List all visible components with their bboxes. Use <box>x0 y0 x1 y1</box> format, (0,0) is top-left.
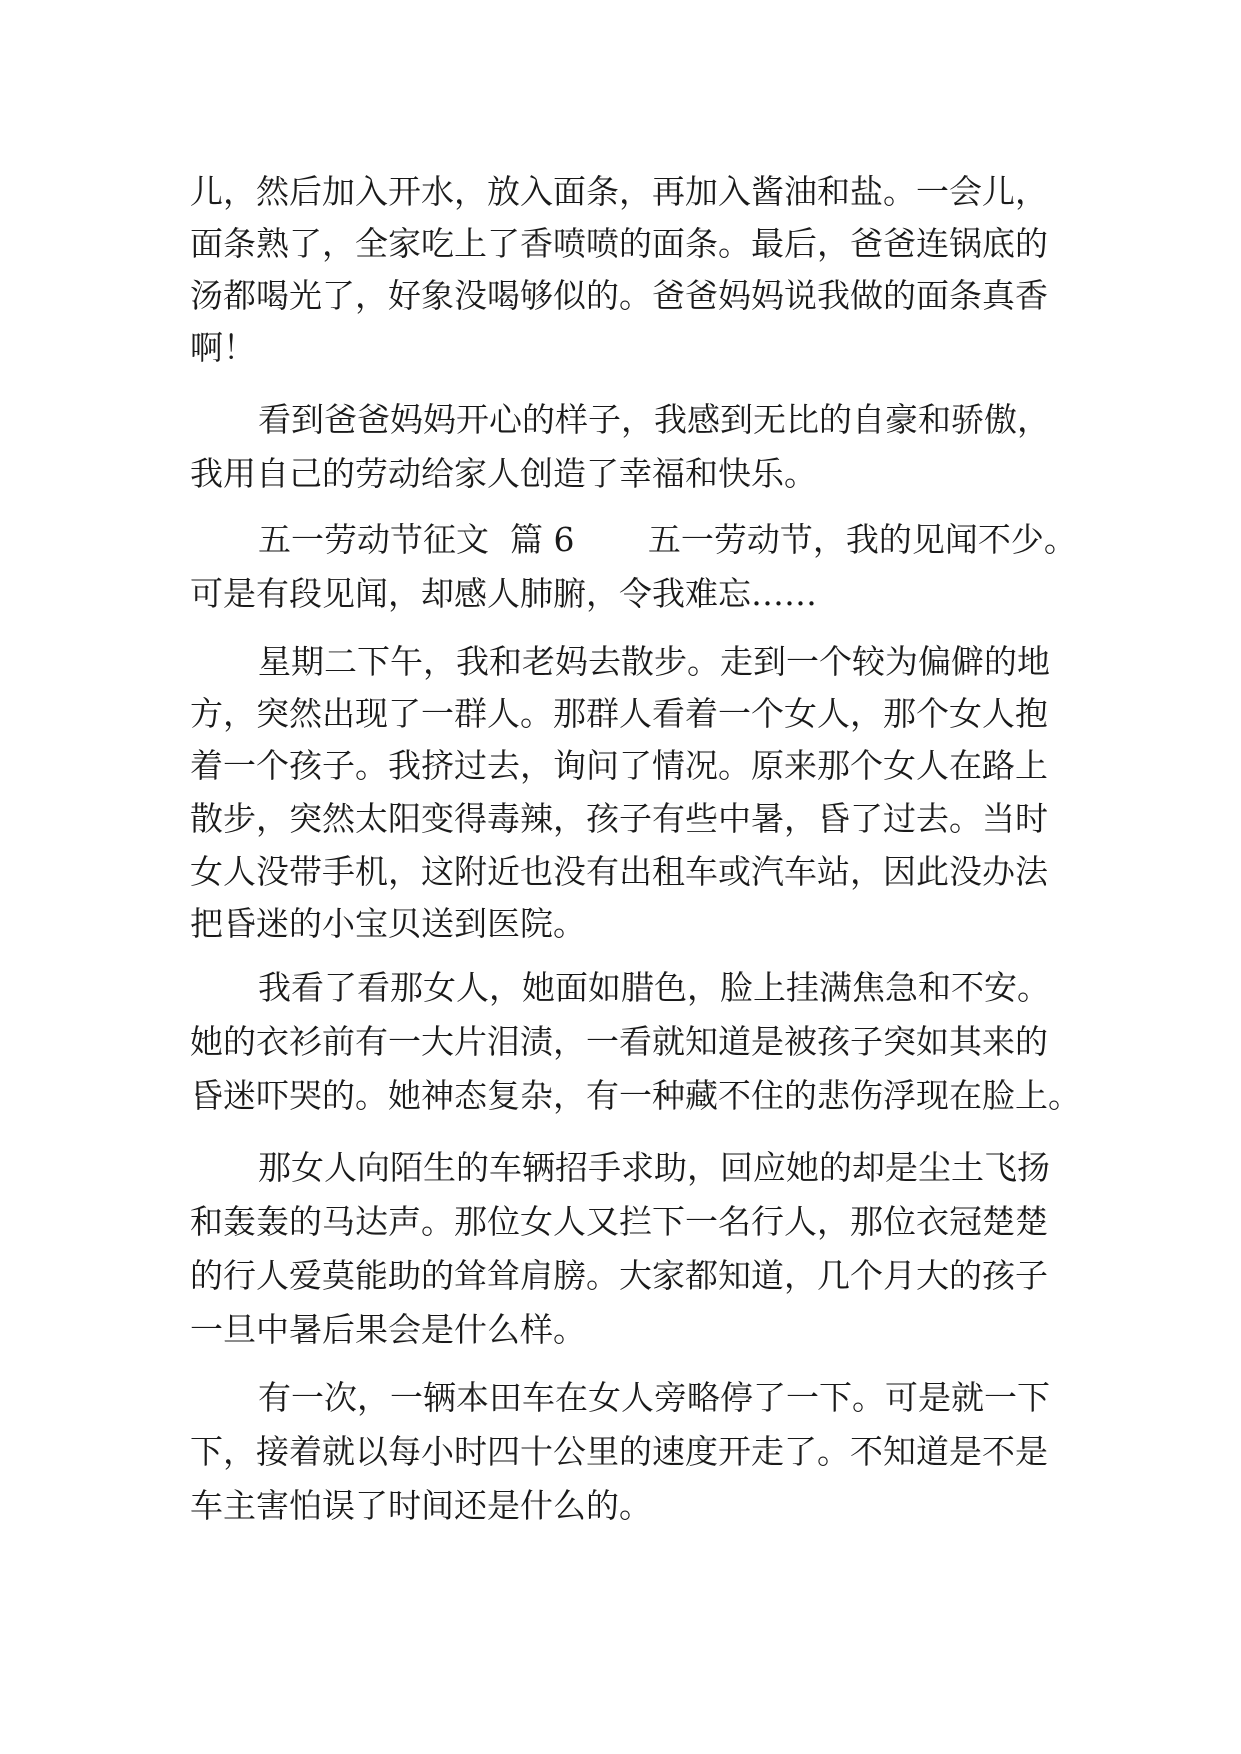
text-line: 和轰轰的马达声。那位女人又拦下一名行人，那位衣冠楚楚 <box>190 1202 1048 1241</box>
text-line: 散步，突然太阳变得毒辣，孩子有些中暑，昏了过去。当时 <box>190 799 1048 838</box>
text-line: 汤都喝光了，好象没喝够似的。爸爸妈妈说我做的面条真香 <box>190 276 1048 315</box>
text-line: 那女人向陌生的车辆招手求助，回应她的却是尘土飞扬 <box>258 1148 1050 1187</box>
text-line: 车主害怕误了时间还是什么的。 <box>190 1486 652 1525</box>
text-line: 我用自己的劳动给家人创造了幸福和快乐。 <box>190 454 817 493</box>
text-line: 有一次，一辆本田车在女人旁略停了一下。可是就一下 <box>258 1378 1050 1417</box>
section-heading: 五一劳动节征文 篇 6 五一劳动节，我的见闻不少。 <box>258 520 1077 559</box>
text-line: 星期二下午，我和老妈去散步。走到一个较为偏僻的地 <box>258 642 1050 681</box>
text-line: 的行人爱莫能助的耸耸肩膀。大家都知道，几个月大的孩子 <box>190 1256 1048 1295</box>
text-line: 啊！ <box>190 328 256 367</box>
text-line: 可是有段见闻，却感人肺腑，令我难忘…… <box>190 574 817 613</box>
text-line: 昏迷吓哭的。她神态复杂，有一种藏不住的悲伤浮现在脸上。 <box>190 1076 1081 1115</box>
text-line: 她的衣衫前有一大片泪渍，一看就知道是被孩子突如其来的 <box>190 1022 1048 1061</box>
text-line: 我看了看那女人，她面如腊色，脸上挂满焦急和不安。 <box>258 968 1050 1007</box>
text-line: 看到爸爸妈妈开心的样子，我感到无比的自豪和骄傲， <box>258 400 1050 439</box>
text-line: 着一个孩子。我挤过去，询问了情况。原来那个女人在路上 <box>190 746 1048 785</box>
text-line: 方，突然出现了一群人。那群人看着一个女人，那个女人抱 <box>190 694 1048 733</box>
text-line: 面条熟了，全家吃上了香喷喷的面条。最后，爸爸连锅底的 <box>190 224 1048 263</box>
text-line: 一旦中暑后果会是什么样。 <box>190 1310 586 1349</box>
text-line: 把昏迷的小宝贝送到医院。 <box>190 904 586 943</box>
text-line: 下，接着就以每小时四十公里的速度开走了。不知道是不是 <box>190 1432 1048 1471</box>
text-line: 儿，然后加入开水，放入面条，再加入酱油和盐。一会儿， <box>190 172 1048 211</box>
text-line: 女人没带手机，这附近也没有出租车或汽车站，因此没办法 <box>190 852 1048 891</box>
